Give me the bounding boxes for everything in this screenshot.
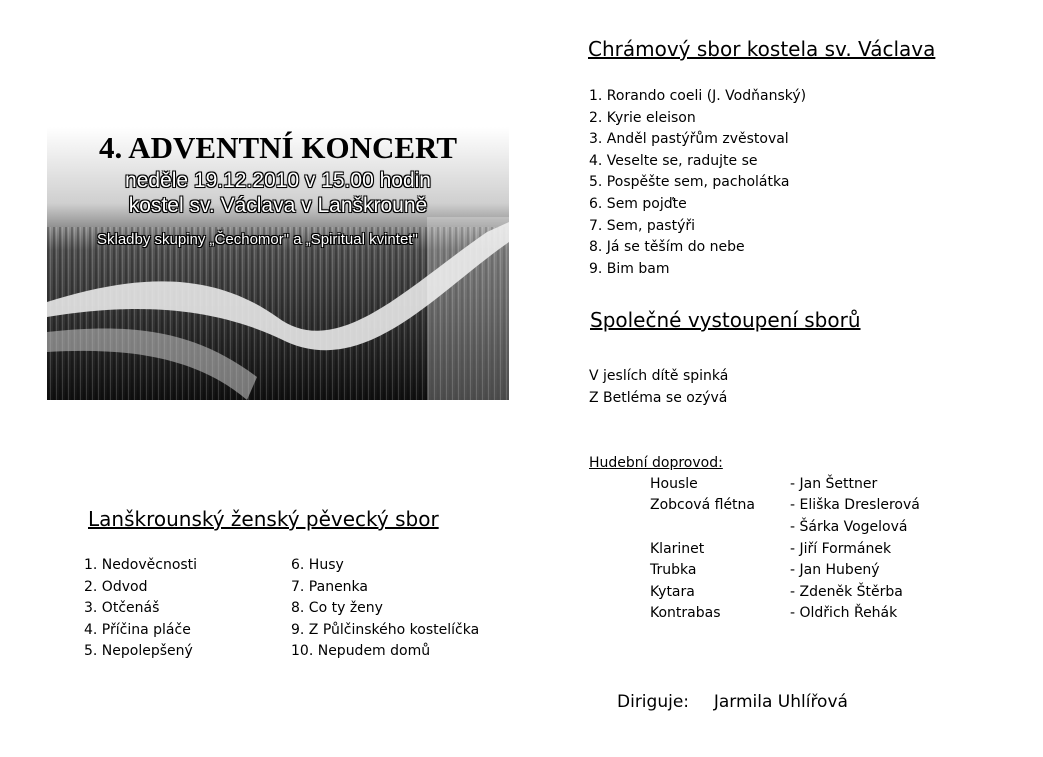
accompaniment-heading: Hudební doprovod: [589,455,723,471]
list-item: 6. Sem pojďte [589,195,687,212]
concert-banner [47,127,509,400]
list-item: 9. Z Půlčinského kostelíčka [291,621,480,638]
instrument: Kytara [650,583,695,600]
instrument [650,516,790,538]
conductor-line [617,692,848,712]
list-item: 9. Bim bam [589,260,670,277]
banner-title: 4. ADVENTNÍ KONCERT [98,130,458,165]
table-row [650,559,920,581]
banner-background-image [47,127,509,400]
list-item: V jeslích dítě spinká [589,368,729,384]
instrument: Trubka [650,562,697,579]
list-item: 5. Pospěšte sem, pacholátka [589,174,790,191]
player: - Zdeněk Štěrba [790,583,903,600]
conductor-label: Diriguje: [617,692,690,712]
player: - Jan Šettner [790,475,878,492]
instrument: Housle [650,475,698,492]
womens-choir-heading: Lanškrounský ženský pěvecký sbor [88,507,439,531]
accompaniment-table [650,473,920,624]
list-item: Z Betléma se ozývá [589,389,728,406]
list-item: 3. Otčenáš [84,600,160,617]
player: - Jan Hubený [790,562,880,579]
table-row [650,581,920,603]
banner-date: neděle 19.12.2010 v 15.00 hodin [125,169,431,192]
conductor-name: Jarmila Uhlířová [713,692,848,712]
list-item: 7. Panenka [291,578,368,595]
list-item: 1. Rorando coeli (J. Vodňanský) [589,88,807,104]
list-item: 2. Kyrie eleison [589,109,696,126]
list-item: 10. Nepudem domů [291,643,431,660]
player: - Eliška Dreslerová [790,497,920,514]
joint-heading: Společné vystoupení sborů [590,308,861,332]
womens-choir-list-left [84,555,197,663]
list-item: 8. Co ty ženy [291,600,383,617]
church-choir-list [589,86,806,280]
table-row [650,495,920,517]
list-item: 8. Já se těším do nebe [589,239,745,256]
joint-list [589,366,728,409]
player: - Oldřich Řehák [790,605,898,622]
instrument: Zobcová flétna [650,497,755,514]
list-item: 4. Veselte se, radujte se [589,152,758,169]
list-item: 6. Husy [291,557,344,573]
list-item: 7. Sem, pastýři [589,217,696,234]
womens-choir-list-right [291,555,479,663]
table-row [650,473,920,495]
banner-songs: Skladby skupiny „Čechomor" a „Spiritual kvintet" [97,231,418,248]
banner-place: kostel sv. Václava v Lanškrouně [128,194,428,217]
instrument: Klarinet [650,540,705,557]
table-row [650,538,920,560]
player: - Šárka Vogelová [790,518,908,535]
list-item: 2. Odvod [84,578,148,595]
list-item: 4. Příčina pláče [84,621,191,638]
table-row [650,516,920,538]
list-item: 3. Anděl pastýřům zvěstoval [589,131,789,148]
list-item: 1. Nedověcnosti [84,557,198,573]
church-choir-heading: Chrámový sbor kostela sv. Václava [588,37,936,61]
list-item: 5. Nepolepšený [84,643,193,660]
instrument: Kontrabas [650,605,721,622]
player: - Jiří Formánek [790,540,892,557]
table-row [650,603,920,625]
